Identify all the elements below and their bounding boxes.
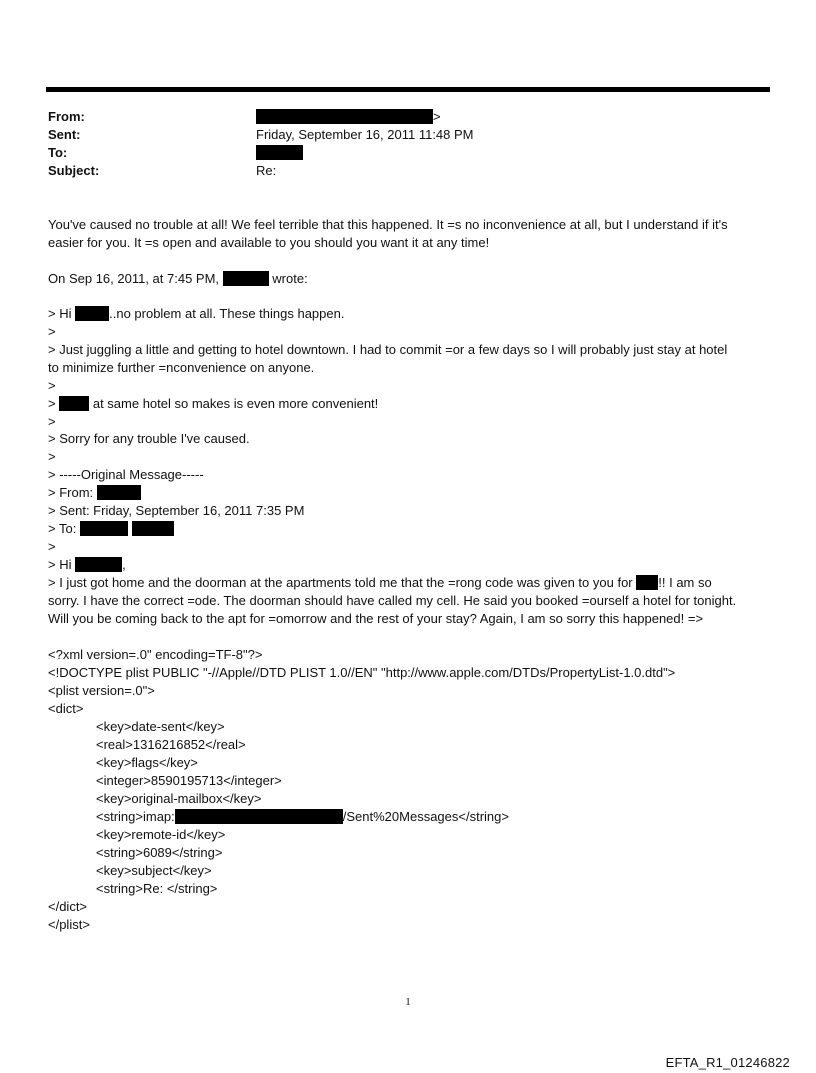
- attribution-line: On Sep 16, 2011, at 7:45 PM, wrote:: [48, 271, 308, 286]
- body-line: You've caused no trouble at all! We feel terrible that this happened. It =s no inconvenience at all, but I understand if it's: [48, 217, 728, 232]
- quoted-line: >: [48, 414, 56, 429]
- body-line: easier for you. It =s open and available to you should you want it at any time!: [48, 235, 490, 250]
- xml-line: <string>imap: /Sent%20Messages</string>: [96, 809, 509, 824]
- quoted-line: > From:: [48, 484, 141, 502]
- subject-value: Re:: [256, 163, 277, 178]
- xml-line: <string>6089</string>: [96, 845, 223, 860]
- quoted-line: > Sent: Friday, September 16, 2011 7:35 PM: [48, 503, 305, 518]
- quoted-line: >: [48, 539, 56, 554]
- redaction-box: [75, 557, 122, 572]
- redaction-box: [175, 809, 343, 824]
- redaction-box: [80, 521, 128, 536]
- quoted-line: >: [48, 324, 56, 339]
- xml-line: </dict>: [48, 899, 88, 914]
- to-value: [256, 145, 303, 161]
- xml-line: <dict>: [48, 701, 84, 716]
- quoted-line: > at same hotel so makes is even more convenient!: [48, 396, 379, 411]
- xml-line: <key>original-mailbox</key>: [96, 791, 262, 806]
- redaction-box: [59, 396, 89, 411]
- quoted-line: > Hi ..no problem at all. These things happen.: [48, 306, 345, 321]
- xml-line: <key>subject</key>: [96, 863, 212, 878]
- redaction-box: [75, 306, 109, 321]
- redaction-box: [132, 521, 174, 536]
- xml-line: <key>date-sent</key>: [96, 719, 225, 734]
- xml-line: <string>Re: </string>: [96, 881, 218, 896]
- xml-line: <!DOCTYPE plist PUBLIC "-//Apple//DTD PLIST 1.0//EN" "http://www.apple.com/DTDs/PropertyList-1.0.dtd">: [48, 665, 676, 680]
- quoted-line: sorry. I have the correct =ode. The doorman should have called my cell. He said you booked =ourself a hotel for tonight.: [48, 593, 737, 608]
- redaction-box: [256, 109, 433, 124]
- quoted-line: to minimize further =nconvenience on anyone.: [48, 360, 315, 375]
- quoted-line: > Sorry for any trouble I've caused.: [48, 431, 250, 446]
- from-label: From:: [48, 109, 85, 124]
- sent-label: Sent:: [48, 127, 81, 142]
- sent-value: Friday, September 16, 2011 11:48 PM: [256, 127, 474, 142]
- xml-line: </plist>: [48, 917, 90, 932]
- quoted-line: > I just got home and the doorman at the apartments told me that the =rong code was given to you for !! I am so: [48, 575, 712, 590]
- quoted-line: >: [48, 449, 56, 464]
- to-label: To:: [48, 145, 68, 160]
- page-number: 1: [405, 996, 411, 1008]
- subject-label: Subject:: [48, 163, 100, 178]
- redaction-box: [97, 485, 141, 500]
- xml-line: <real>1316216852</real>: [96, 737, 246, 752]
- quoted-line: > To:: [48, 520, 174, 538]
- redaction-box: [636, 575, 658, 590]
- redaction-box: [256, 145, 303, 160]
- bates-stamp: EFTA_R1_01246822: [665, 1055, 790, 1070]
- xml-line: <?xml version=.0" encoding=TF-8"?>: [48, 647, 263, 662]
- quoted-line: > Hi ,: [48, 557, 126, 572]
- xml-line: <key>flags</key>: [96, 755, 198, 770]
- quoted-line: Will you be coming back to the apt for =omorrow and the rest of your stay? Again, I am so sorry this happened! =>: [48, 611, 704, 626]
- quoted-line: > Just juggling a little and getting to hotel downtown. I had to commit =or a few days so I will probably just stay at hotel: [48, 342, 728, 357]
- xml-line: <plist version=.0">: [48, 683, 155, 698]
- xml-line: <key>remote-id</key>: [96, 827, 226, 842]
- from-value: >: [256, 109, 441, 125]
- quoted-line: >: [48, 378, 56, 393]
- redaction-box: [223, 271, 269, 286]
- quoted-line: > -----Original Message-----: [48, 467, 204, 482]
- xml-line: <integer>8590195713</integer>: [96, 773, 282, 788]
- header-rule: [46, 87, 770, 92]
